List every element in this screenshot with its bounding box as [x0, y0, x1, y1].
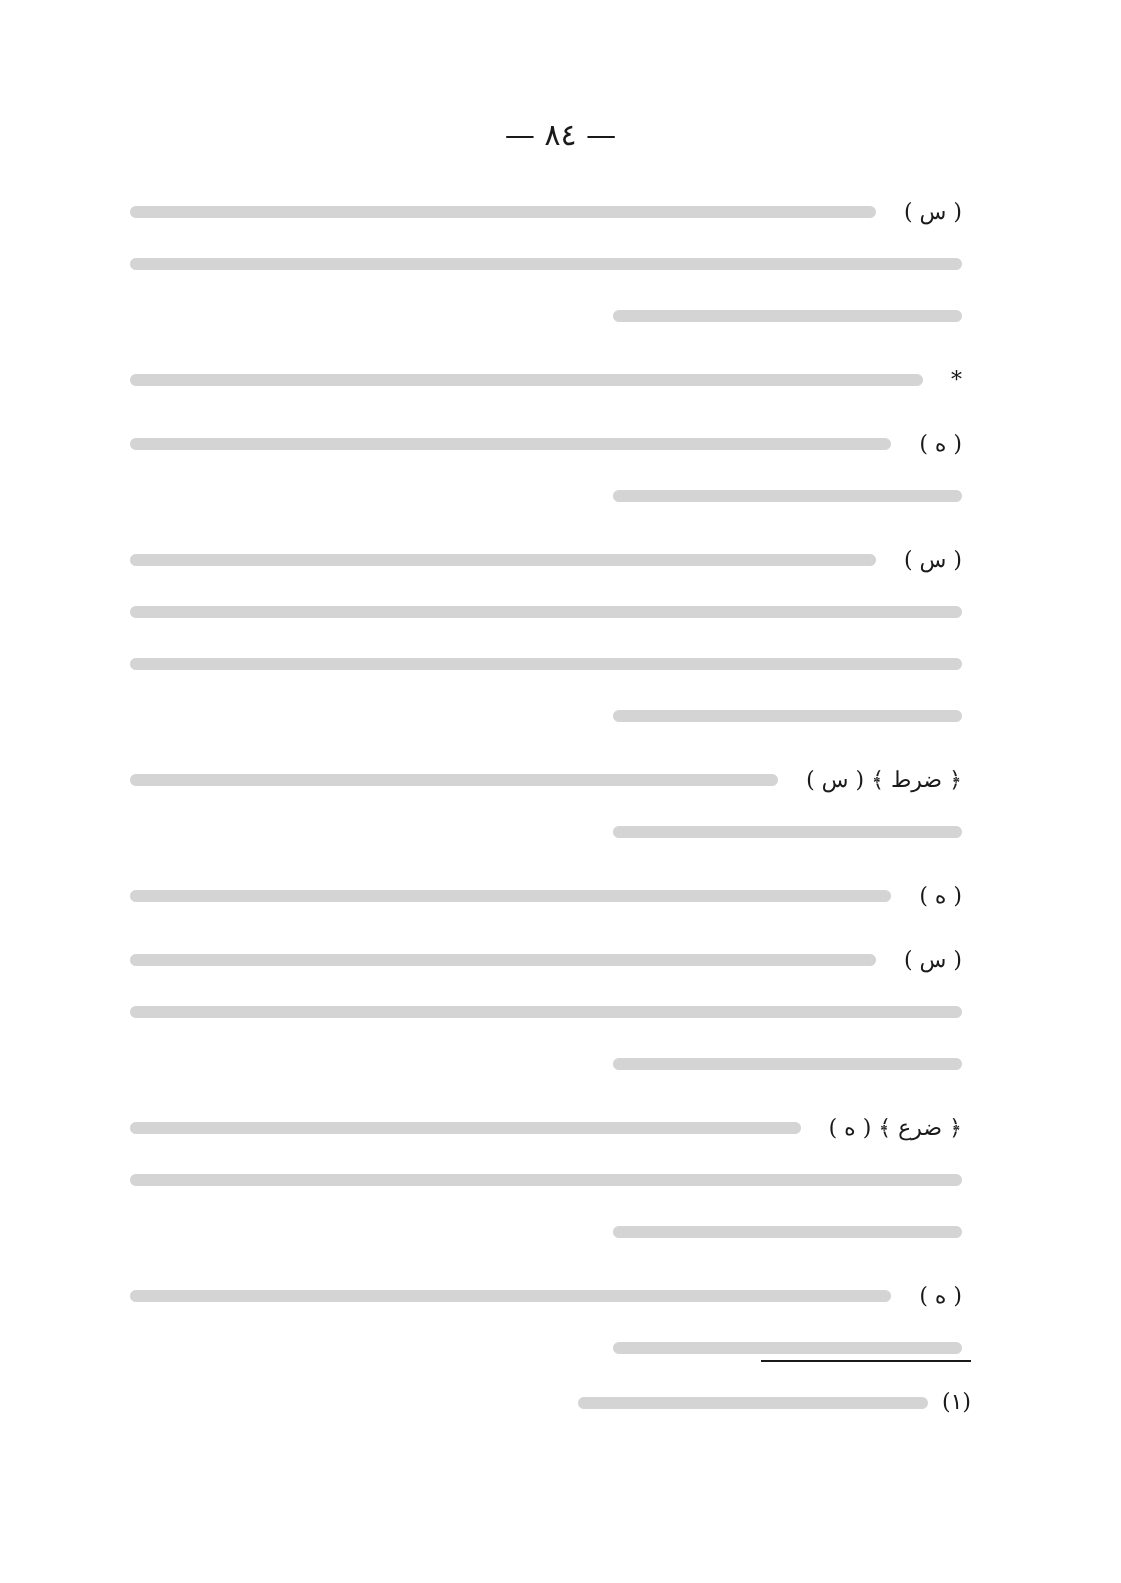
entry-tag: ( س ) — [903, 547, 962, 573]
text-placeholder — [130, 1006, 962, 1018]
text-placeholder — [613, 710, 962, 722]
text-line — [130, 418, 962, 470]
paragraph — [130, 754, 962, 858]
text-placeholder — [130, 1174, 962, 1186]
text-line — [130, 1206, 962, 1258]
text-placeholder — [130, 554, 876, 566]
text-placeholder — [130, 206, 876, 218]
text-line — [130, 186, 962, 238]
text-line — [130, 470, 962, 522]
text-placeholder — [130, 954, 876, 966]
paragraph — [130, 534, 962, 742]
paragraph — [130, 418, 962, 522]
text-line — [130, 1154, 962, 1206]
text-line — [130, 986, 962, 1038]
text-line — [130, 1322, 962, 1374]
text-placeholder — [613, 490, 962, 502]
text-line — [130, 1038, 962, 1090]
footnote-text-placeholder — [578, 1397, 928, 1409]
footnote-rule — [761, 1360, 971, 1362]
text-line — [130, 934, 962, 986]
entry-tag: ( ه ) — [919, 431, 962, 457]
text-placeholder — [613, 826, 962, 838]
paragraph — [130, 186, 962, 342]
text-placeholder — [130, 774, 778, 786]
entry-tag: ( ه ) — [919, 1283, 962, 1309]
text-line — [130, 870, 962, 922]
footnote — [471, 1390, 971, 1415]
text-block — [130, 186, 962, 1386]
entry-tag: ﴿ ضرع ﴾ ( ه ) — [828, 1115, 962, 1141]
text-line — [130, 754, 962, 806]
text-placeholder — [613, 1226, 962, 1238]
paragraph — [130, 354, 962, 406]
text-line — [130, 586, 962, 638]
text-placeholder — [130, 258, 962, 270]
entry-tag: * — [951, 367, 962, 393]
text-placeholder — [130, 890, 891, 902]
text-line — [130, 638, 962, 690]
text-placeholder — [130, 606, 962, 618]
text-line — [130, 534, 962, 586]
entry-tag: ( س ) — [903, 199, 962, 225]
footnote-number: (١) — [941, 1390, 971, 1415]
paragraph — [130, 1270, 962, 1374]
text-placeholder — [130, 438, 891, 450]
text-placeholder — [130, 374, 923, 386]
paragraph — [130, 1102, 962, 1258]
text-line — [130, 690, 962, 742]
text-placeholder — [130, 1290, 891, 1302]
entry-tag: ( س ) — [903, 947, 962, 973]
text-line — [130, 238, 962, 290]
entry-tag: ﴿ ضرط ﴾ ( س ) — [806, 767, 962, 793]
text-placeholder — [613, 1342, 962, 1354]
page-number: — ٨٤ — — [504, 118, 617, 153]
text-line — [130, 806, 962, 858]
paragraph — [130, 870, 962, 922]
text-placeholder — [613, 310, 962, 322]
text-placeholder — [130, 1122, 801, 1134]
paragraph — [130, 934, 962, 1090]
text-line — [130, 1102, 962, 1154]
text-line — [130, 290, 962, 342]
text-line — [130, 354, 962, 406]
entry-tag: ( ه ) — [919, 883, 962, 909]
text-line — [130, 1270, 962, 1322]
text-placeholder — [130, 658, 962, 670]
text-placeholder — [613, 1058, 962, 1070]
